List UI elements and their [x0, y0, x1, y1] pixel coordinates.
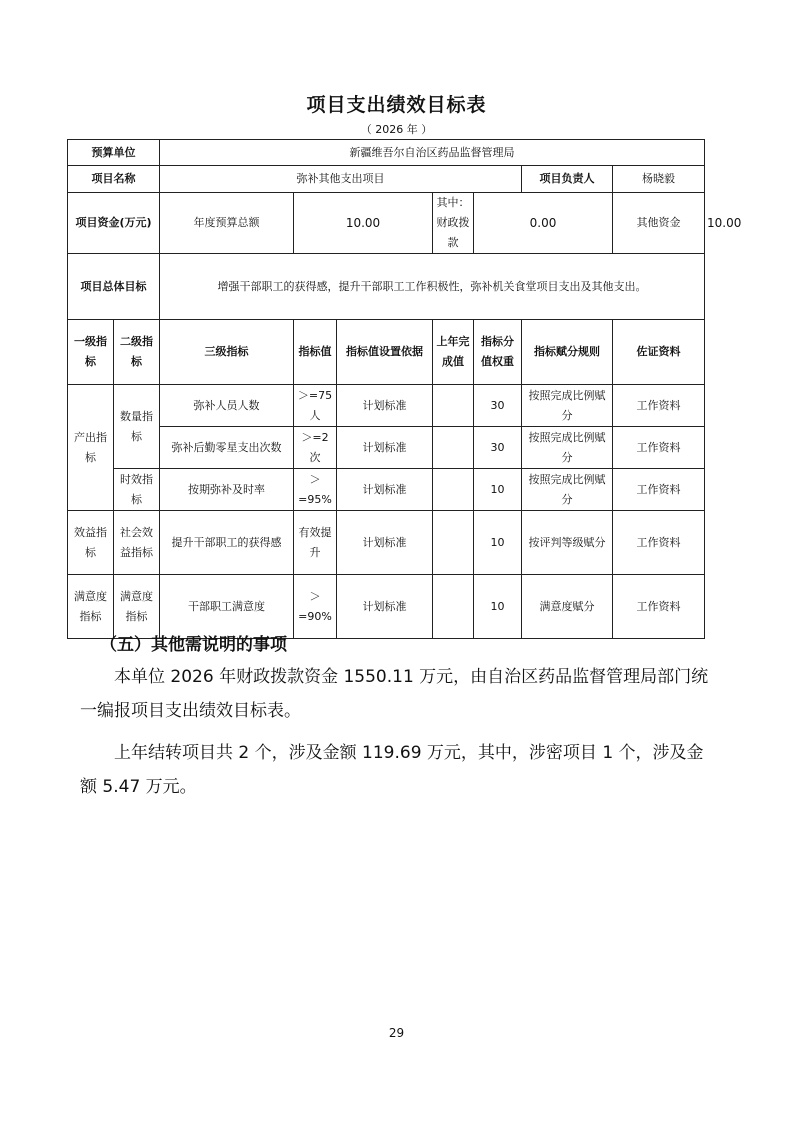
- indicator-rule: 按评判等级赋分: [522, 511, 613, 575]
- column-header: 指标赋分规则: [522, 320, 613, 385]
- indicator-rule: 按照完成比例赋分: [522, 385, 613, 427]
- indicator-evidence: 工作资料: [613, 511, 705, 575]
- column-header: 佐证资料: [613, 320, 705, 385]
- column-header: 一级指标: [68, 320, 114, 385]
- other-funds-label: 其他资金: [613, 193, 705, 254]
- indicator-rule: 按照完成比例赋分: [522, 427, 613, 469]
- indicator-value: ＞=90%: [294, 575, 337, 639]
- budget-unit-value: 新疆维吾尔自治区药品监督管理局: [160, 140, 705, 166]
- indicator-evidence: 工作资料: [613, 385, 705, 427]
- project-funds-label: 项目资金(万元): [68, 193, 160, 254]
- year-note: （ 2026 年 ）: [360, 123, 433, 136]
- annual-total-value: 10.00: [294, 193, 433, 254]
- paragraph: 本单位 2026 年财政拨款资金 1550.11 万元，由自治区药品监督管理局部门统一编报项目支出绩效目标表。: [80, 667, 709, 721]
- indicator-weight: 10: [474, 469, 522, 511]
- indicator-prev: [433, 469, 474, 511]
- paragraph: 上年结转项目共 2 个，涉及金额 119.69 万元，其中，涉密项目 1 个，涉及金额 5.47 万元。: [80, 743, 704, 797]
- column-header: 指标值设置依据: [337, 320, 433, 385]
- indicator-weight: 10: [474, 511, 522, 575]
- indicator-value: 有效提升: [294, 511, 337, 575]
- project-name-value: 弥补其他支出项目: [160, 166, 522, 193]
- indicator-name: 干部职工满意度: [160, 575, 294, 639]
- indicator-value: ＞=95%: [294, 469, 337, 511]
- indicator-name: 按期弥补及时率: [160, 469, 294, 511]
- project-leader-value: 杨晓毅: [613, 166, 705, 193]
- overall-goal-label: 项目总体目标: [68, 254, 160, 320]
- level1-benefit: 效益指标: [68, 511, 114, 575]
- level2-timeliness: 时效指标: [114, 469, 160, 511]
- indicator-evidence: 工作资料: [613, 469, 705, 511]
- table-row: [68, 385, 705, 427]
- page-title: 项目支出绩效目标表: [306, 94, 487, 116]
- indicator-name: 提升干部职工的获得感: [160, 511, 294, 575]
- indicator-name: 弥补人员人数: [160, 385, 294, 427]
- column-header: 上年完成值: [433, 320, 474, 385]
- table-row: [68, 575, 705, 639]
- level2-satisfaction: 满意度指标: [114, 575, 160, 639]
- indicator-evidence: 工作资料: [613, 427, 705, 469]
- table-row: [68, 427, 705, 469]
- indicator-basis: 计划标准: [337, 575, 433, 639]
- column-header: 三级指标: [160, 320, 294, 385]
- fiscal-funds-label: 其中：财政拨款: [433, 193, 474, 254]
- indicator-evidence: 工作资料: [613, 575, 705, 639]
- table-row: [68, 469, 705, 511]
- indicator-basis: 计划标准: [337, 469, 433, 511]
- indicator-weight: 30: [474, 427, 522, 469]
- column-header: 指标值: [294, 320, 337, 385]
- level2-social-benefit: 社会效益指标: [114, 511, 160, 575]
- indicator-rule: 按照完成比例赋分: [522, 469, 613, 511]
- level1-output: 产出指标: [68, 385, 114, 511]
- overall-goal-value: 增强干部职工的获得感，提升干部职工工作积极性，弥补机关食堂项目支出及其他支出。: [160, 254, 705, 320]
- indicator-weight: 10: [474, 575, 522, 639]
- column-header: 指标分值权重: [474, 320, 522, 385]
- table-row: [68, 511, 705, 575]
- project-leader-label: 项目负责人: [522, 166, 613, 193]
- indicator-prev: [433, 511, 474, 575]
- page-number: 29: [388, 1026, 405, 1040]
- indicator-prev: [433, 385, 474, 427]
- column-header: 二级指标: [114, 320, 160, 385]
- indicator-basis: 计划标准: [337, 427, 433, 469]
- project-name-label: 项目名称: [68, 166, 160, 193]
- indicator-value: ＞=2次: [294, 427, 337, 469]
- level2-quantity: 数量指标: [114, 385, 160, 469]
- level1-satisfaction: 满意度指标: [68, 575, 114, 639]
- indicator-basis: 计划标准: [337, 511, 433, 575]
- performance-table: 预算单位 新疆维吾尔自治区药品监督管理局 项目名称 弥补其他支出项目 项目负责人 杨晓毅 项目资金(万元) 年度预算总额 10.00 其中：财政拨款 0.00 其他资金 10.00 项目总体目标 增强干部职工的获得感，提升干部职工工作积极性，弥补机关食堂项目支出及其他支出。 一级指标 二级指标 三级指标 指标值 指标值设置依据 上年完成值 指标分值权重 指标赋分规则 佐证资料 产出指标 数量指标 弥补人员人数 ＞=75人 计划标准 30 按照完成比例赋分 工作资料 弥补后勤零星支出次数 ＞=2次 计划标准 30 按照完成比例赋分 工作资料 时效指标 按期弥补及时率 ＞=95% 计划标准 10 按照完成比例赋分 工作资料 效益指标 社会效益指标 提升干部职工的获得感 有效提升 计划标准 10 按评判等级赋分 工作资料 满意度指标 满意度指标 干部职工满意度 ＞=90% 计划标准 10 满意度赋分 工作资料: [67, 139, 705, 639]
- indicator-rule: 满意度赋分: [522, 575, 613, 639]
- budget-unit-label: 预算单位: [68, 140, 160, 166]
- annual-total-label: 年度预算总额: [160, 193, 294, 254]
- indicator-prev: [433, 427, 474, 469]
- indicator-name: 弥补后勤零星支出次数: [160, 427, 294, 469]
- indicator-prev: [433, 575, 474, 639]
- indicator-basis: 计划标准: [337, 385, 433, 427]
- fiscal-funds-value: 0.00: [474, 193, 613, 254]
- section-heading: （五）其他需说明的事项: [100, 635, 287, 655]
- indicator-weight: 30: [474, 385, 522, 427]
- indicator-value: ＞=75人: [294, 385, 337, 427]
